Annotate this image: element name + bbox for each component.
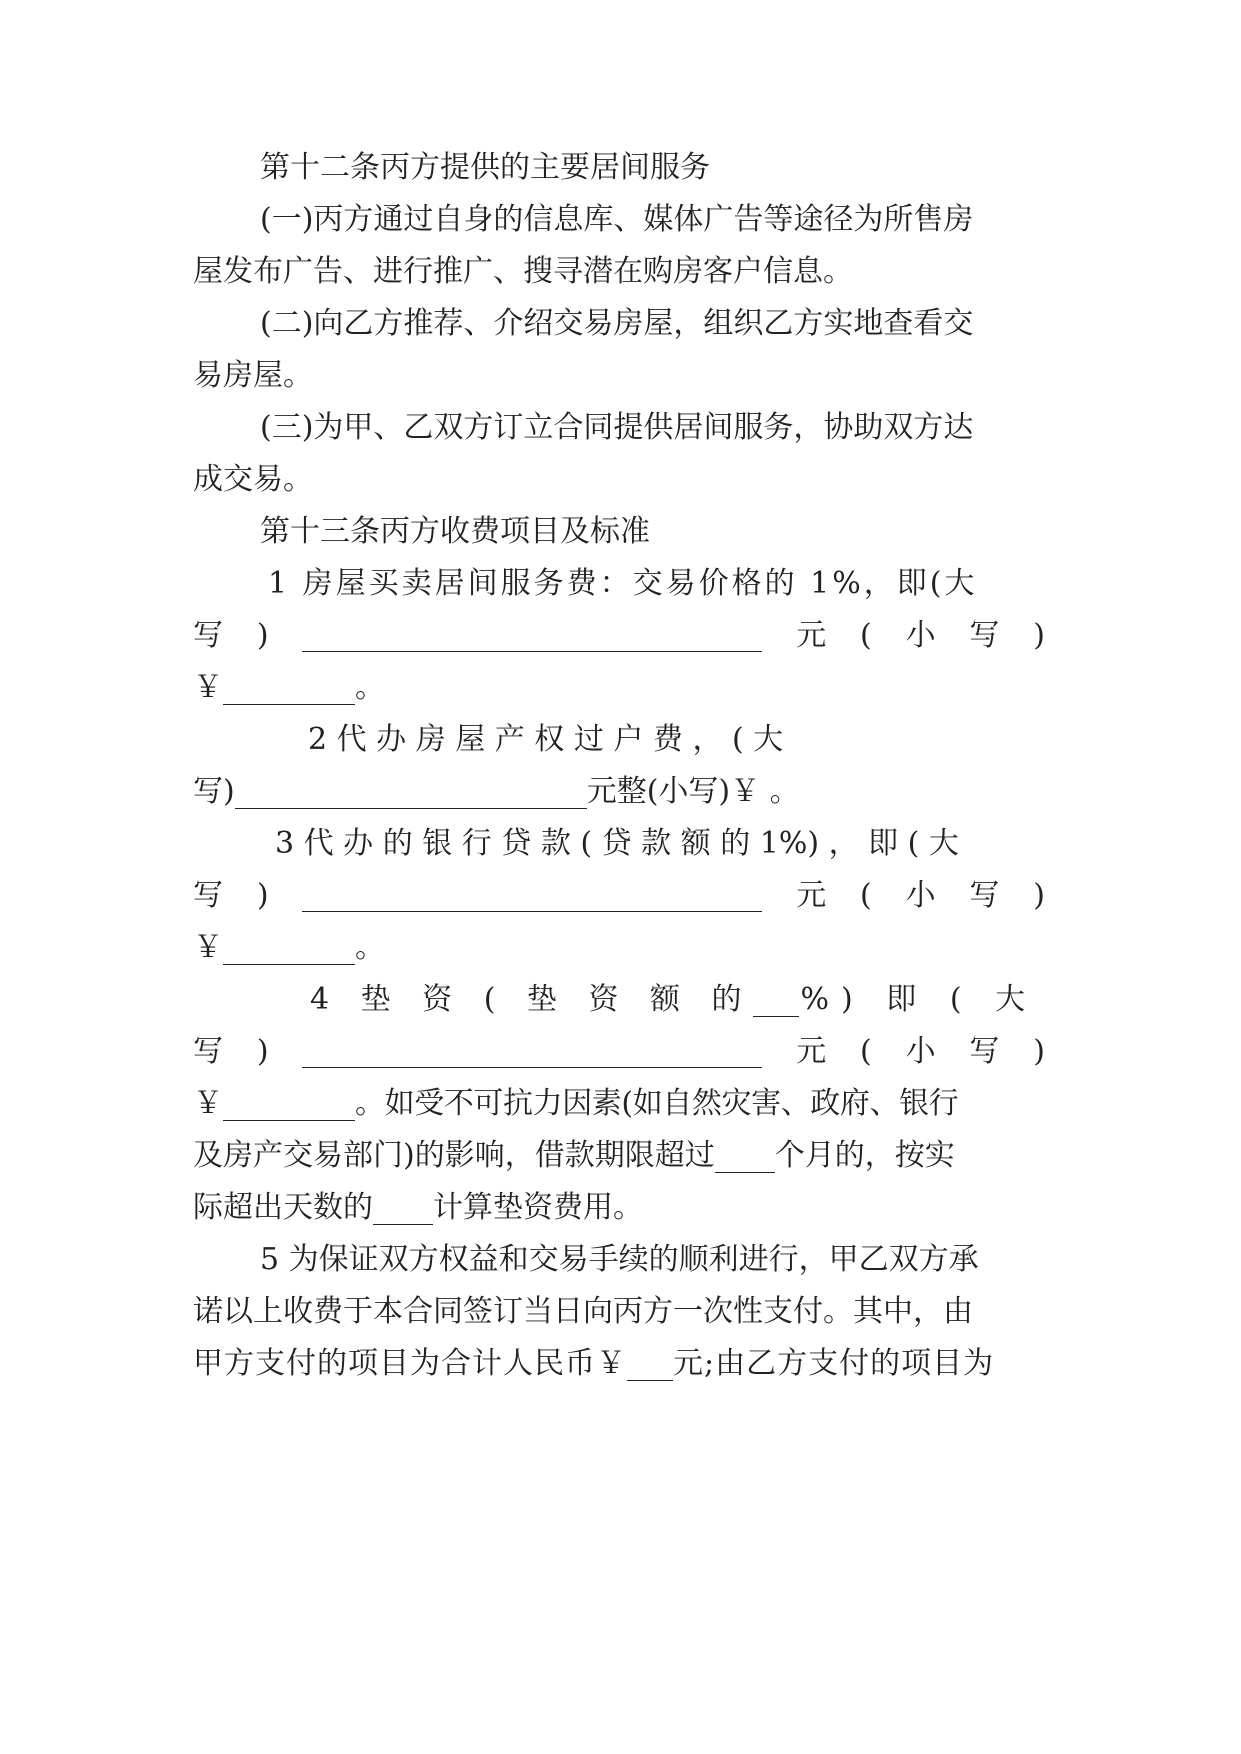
- text-span: 5 为保证双方权益和交易手续的顺利进行，甲乙双方承: [260, 1242, 979, 1277]
- item-1-line-2: [193, 614, 1045, 658]
- item-4-line-3: [193, 1082, 1045, 1126]
- text-span: ): [256, 618, 269, 653]
- text-span: 元;由乙方支付的项目为: [673, 1346, 995, 1381]
- text-span: 写: [969, 618, 1000, 653]
- rate-blank[interactable]: [373, 1194, 433, 1225]
- amount-lowercase-blank[interactable]: [223, 674, 355, 705]
- amount-uppercase-blank[interactable]: [302, 881, 762, 912]
- item-3-line-2: [193, 874, 1045, 918]
- text-span: 写: [193, 878, 223, 913]
- amount-lowercase-blank[interactable]: [223, 1090, 355, 1121]
- text-span: (: [860, 1034, 872, 1069]
- text-span: 计算垫资费用。: [433, 1190, 643, 1225]
- percentage-blank[interactable]: [753, 986, 799, 1017]
- party-a-amount-blank[interactable]: [627, 1350, 673, 1381]
- text-span: 写: [193, 618, 223, 653]
- text-span: ): [1033, 618, 1045, 653]
- text-span: 。: [355, 670, 385, 705]
- clause-12-2-line-2: 易房屋。: [193, 358, 313, 393]
- text-span: (一)丙方通过自身的信息库、媒体广告等途径为所售房: [260, 202, 974, 237]
- text-span: ): [256, 878, 269, 913]
- text-span: 写: [969, 1034, 1000, 1069]
- item-3-line-3: [193, 926, 1045, 970]
- text-span: 。如受不可抗力因素(如自然灾害、政府、银行: [355, 1086, 959, 1121]
- clause-12-1-line-2: 屋发布广告、进行推广、搜寻潜在购房客户信息。: [193, 254, 853, 289]
- item-4-line-2: [193, 1030, 1045, 1074]
- text-span: 3 代 办 的 银 行 贷 款 ( 贷 款 额 的 1%) ， 即 ( 大: [275, 826, 959, 861]
- text-span: ￥: [193, 670, 223, 705]
- text-span: ): [1033, 1034, 1045, 1069]
- text-span: 2 代 办 房 屋 产 权 过 户 费 ， ( 大: [308, 722, 784, 757]
- amount-uppercase-blank[interactable]: [302, 1037, 762, 1068]
- text-span: 小: [905, 1034, 936, 1069]
- months-blank[interactable]: [715, 1142, 775, 1173]
- text-span: (: [860, 618, 872, 653]
- item-5-line-3: [193, 1342, 1045, 1386]
- clause-12-3-line-2: 成交易。: [193, 462, 313, 497]
- item-4-line-4: [193, 1134, 1045, 1178]
- item-4-line-5: [193, 1186, 1045, 1230]
- item-5-line-1: [260, 1238, 1045, 1282]
- article-13-heading: 第十三条丙方收费项目及标准: [260, 514, 650, 549]
- text-span: (: [860, 878, 872, 913]
- text-span: 写: [969, 878, 1000, 913]
- text-span: ): [1033, 878, 1045, 913]
- text-span: 个月的，按实: [774, 1138, 955, 1173]
- text-span: 写): [193, 774, 235, 809]
- item-3-line-1: [275, 822, 1045, 866]
- text-span: ): [256, 1034, 269, 1069]
- clause-12-2-line-1: [260, 302, 1045, 346]
- item-4-line-1: [310, 978, 1045, 1022]
- item-1-line-1: [268, 562, 1045, 606]
- text-span: %) 即 ( 大: [800, 982, 1038, 1017]
- amount-lowercase-blank[interactable]: [223, 934, 355, 965]
- text-span: 小: [905, 618, 936, 653]
- item-1-line-3: [193, 666, 1045, 710]
- text-span: 及房产交易部门)的影响，借款期限超过: [193, 1138, 715, 1173]
- clause-12-3-line-1: [260, 406, 1045, 450]
- item-2-line-1: [308, 718, 1045, 762]
- text-span: 际超出天数的: [193, 1190, 373, 1225]
- text-span: 。: [355, 930, 385, 965]
- text-span: ￥: [193, 1086, 223, 1121]
- text-span: ￥: [193, 930, 223, 965]
- item-2-line-2: [193, 770, 1045, 814]
- text-span: 元整(小写)￥ 。: [586, 774, 800, 809]
- text-span: (三)为甲、乙双方订立合同提供居间服务，协助双方达: [260, 410, 974, 445]
- amount-uppercase-blank[interactable]: [302, 621, 762, 652]
- amount-uppercase-blank[interactable]: [235, 778, 587, 809]
- text-span: 元: [796, 618, 827, 653]
- text-span: 4 垫 资 ( 垫 资 额 的: [310, 982, 753, 1017]
- text-span: 写: [193, 1034, 223, 1069]
- text-span: 1 房屋买卖居间服务费：交易价格的 1%，即(大: [268, 566, 978, 601]
- text-span: 元: [796, 1034, 827, 1069]
- text-span: 甲方支付的项目为合计人民币￥: [193, 1346, 627, 1381]
- text-span: 元: [796, 878, 827, 913]
- item-5-line-2: [193, 1290, 1045, 1334]
- text-span: (二)向乙方推荐、介绍交易房屋，组织乙方实地查看交: [260, 306, 974, 341]
- article-12-heading: 第十二条丙方提供的主要居间服务: [260, 150, 710, 185]
- text-span: 诺以上收费于本合同签订当日向丙方一次性支付。其中，由: [193, 1294, 973, 1329]
- clause-12-1-line-1: [260, 198, 1045, 242]
- text-span: 小: [905, 878, 936, 913]
